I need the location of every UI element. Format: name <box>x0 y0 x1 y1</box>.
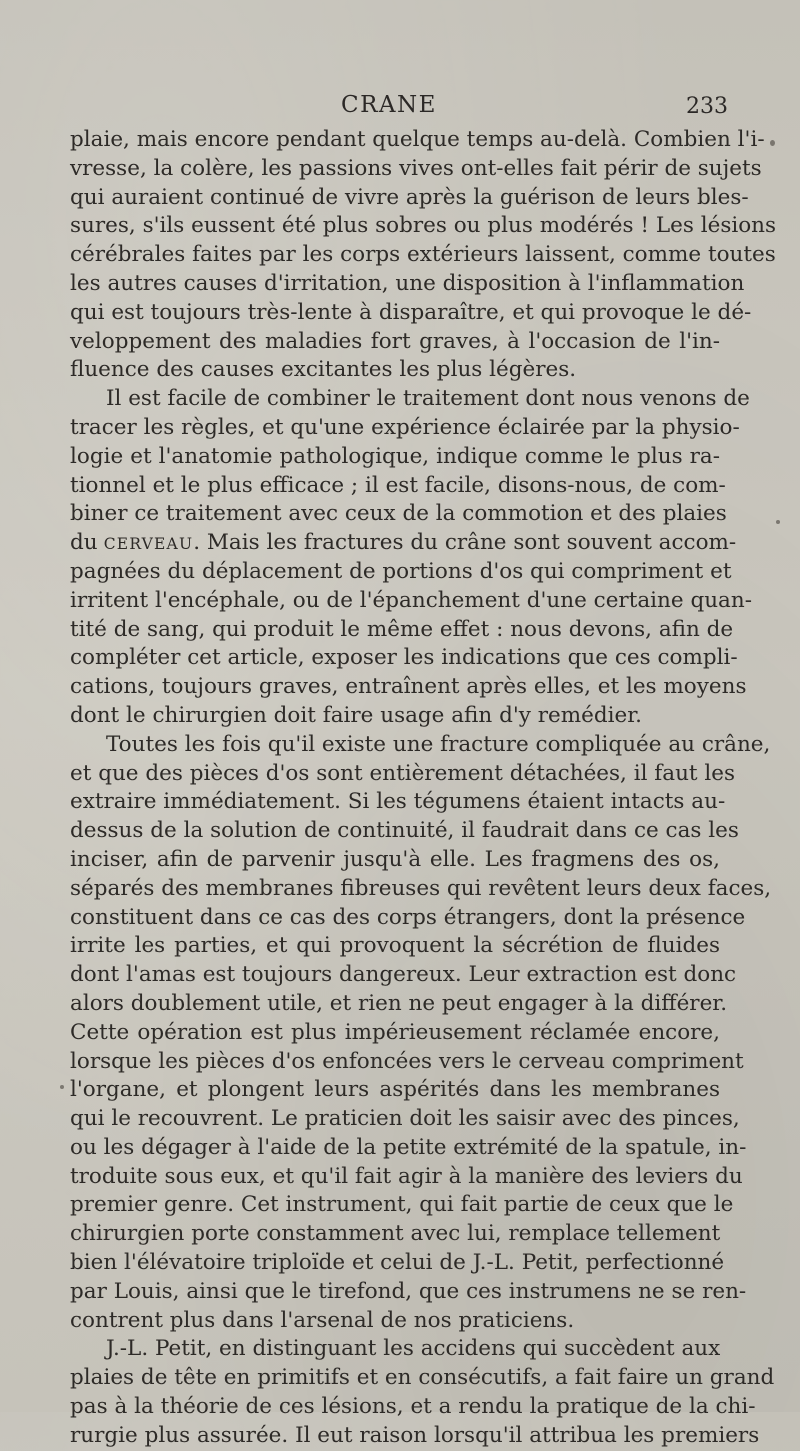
text-line: tionnel et le plus efficace ; il est facile, disons-nous, de com- <box>70 472 726 498</box>
paragraph-first-line: J.-L. Petit, en distinguant les accidens qui succèdent aux <box>106 1336 721 1362</box>
text-line: tracer les règles, et qu'une expérience éclairée par la physio- <box>70 414 740 440</box>
text-line: alors doublement utile, et rien ne peut engager à la différer. <box>70 990 728 1016</box>
text-line: sures, s'ils eussent été plus sobres ou plus modérés ! Les lésions <box>70 213 777 239</box>
text-line: qui le recouvrent. Le praticien doit les saisir avec des pinces, <box>70 1106 740 1132</box>
text-line: plaies de tête en primitifs et en consécutifs, a fait faire un grand <box>70 1365 775 1391</box>
text-line: ou les dégager à l'aide de la petite extrémité de la spatule, in- <box>70 1134 747 1160</box>
text-line: qui est toujours très-lente à disparaître, et qui provoque le dé- <box>70 299 752 325</box>
text-line: dont l'amas est toujours dangereux. Leur extraction est donc <box>70 962 737 988</box>
text-line: pas à la théorie de ces lésions, et a rendu la pratique de la chi- <box>70 1394 756 1420</box>
text-line: vresse, la colère, les passions vives ont-elles fait périr de sujets <box>70 155 762 181</box>
text-line: irritent l'encéphale, ou de l'épanchement d'une certaine quan- <box>70 587 752 613</box>
paragraph-first-line: Toutes les fois qu'il existe une fracture compliquée au crâne, <box>106 731 771 757</box>
text-line: troduite sous eux, et qu'il fait agir à la manière des leviers du <box>70 1163 743 1189</box>
ink-speck <box>60 1085 64 1089</box>
paragraph-first-line: Il est facile de combiner le traitement dont nous venons de <box>106 386 750 412</box>
small-caps-word: CERVEAU <box>97 535 194 554</box>
page-header <box>70 92 728 122</box>
text-line: lorsque les pièces d'os enfoncées vers le cerveau compriment <box>70 1048 744 1074</box>
text-line: et que des pièces d'os sont entièrement détachées, il faut les <box>70 760 736 786</box>
text-line-with-small-caps: du CERVEAU. Mais les fractures du crâne sont souvent accom- <box>70 530 737 556</box>
text-line: compléter cet article, exposer les indications que ces compli- <box>70 645 738 671</box>
text-line: cations, toujours graves, entraînent après elles, et les moyens <box>70 674 747 700</box>
text-line: les autres causes d'irritation, une disposition à l'inflammation <box>70 270 745 296</box>
running-title: CRANE <box>341 92 437 118</box>
text-line: cérébrales faites par les corps extérieurs laissent, comme toutes <box>70 242 776 268</box>
text-line: inciser, afin de parvenir jusqu'à elle. Les fragmens des os, <box>70 846 720 872</box>
ink-speck <box>770 140 775 146</box>
ink-speck <box>776 520 780 524</box>
text-line: logie et l'anatomie pathologique, indique comme le plus ra- <box>70 443 720 469</box>
text-line: séparés des membranes fibreuses qui revêtent leurs deux faces, <box>70 875 772 901</box>
text-line: irrite les parties, et qui provoquent la sécrétion de fluides <box>70 933 720 959</box>
body-text <box>70 126 777 1451</box>
text-line: bien l'élévatoire triploïde et celui de J.-L. Petit, perfectionné <box>70 1250 725 1276</box>
text-line: dont le chirurgien doit faire usage afin d'y remédier. <box>70 702 642 728</box>
text-line: constituent dans ce cas des corps étrangers, dont la présence <box>70 904 746 930</box>
text-line: biner ce traitement avec ceux de la commotion et des plaies <box>70 501 727 527</box>
text-line: fluence des causes excitantes les plus légères. <box>70 357 577 383</box>
text-line: dessus de la solution de continuité, il faudrait dans ce cas les <box>70 818 739 844</box>
text-line: tité de sang, qui produit le même effet : nous devons, afin de <box>70 616 734 642</box>
text-line: rurgie plus assurée. Il eut raison lorsqu'il attribua les premiers <box>70 1422 760 1448</box>
text-line: premier genre. Cet instrument, qui fait partie de ceux que le <box>70 1192 734 1218</box>
text-line: plaie, mais encore pendant quelque temps au-delà. Combien l'i- <box>70 127 765 152</box>
text-line: Cette opération est plus impérieusement réclamée encore, <box>70 1019 720 1045</box>
text-line: chirurgien porte constamment avec lui, remplace tellement <box>70 1221 721 1247</box>
text-line: l'organe, et plongent leurs aspérités dans les membranes <box>70 1077 720 1103</box>
text-line: par Louis, ainsi que le tirefond, que ces instrumens ne se ren- <box>70 1278 747 1304</box>
text-line: qui auraient continué de vivre après la guérison de leurs bles- <box>70 184 749 210</box>
page-number: 233 <box>686 94 728 119</box>
text-line: pagnées du déplacement de portions d'os qui compriment et <box>70 558 732 584</box>
text-line: extraire immédiatement. Si les tégumens étaient intacts au- <box>70 789 726 815</box>
text-line: veloppement des maladies fort graves, à l'occasion de l'in- <box>70 328 720 354</box>
text-line: contrent plus dans l'arsenal de nos praticiens. <box>70 1307 575 1333</box>
